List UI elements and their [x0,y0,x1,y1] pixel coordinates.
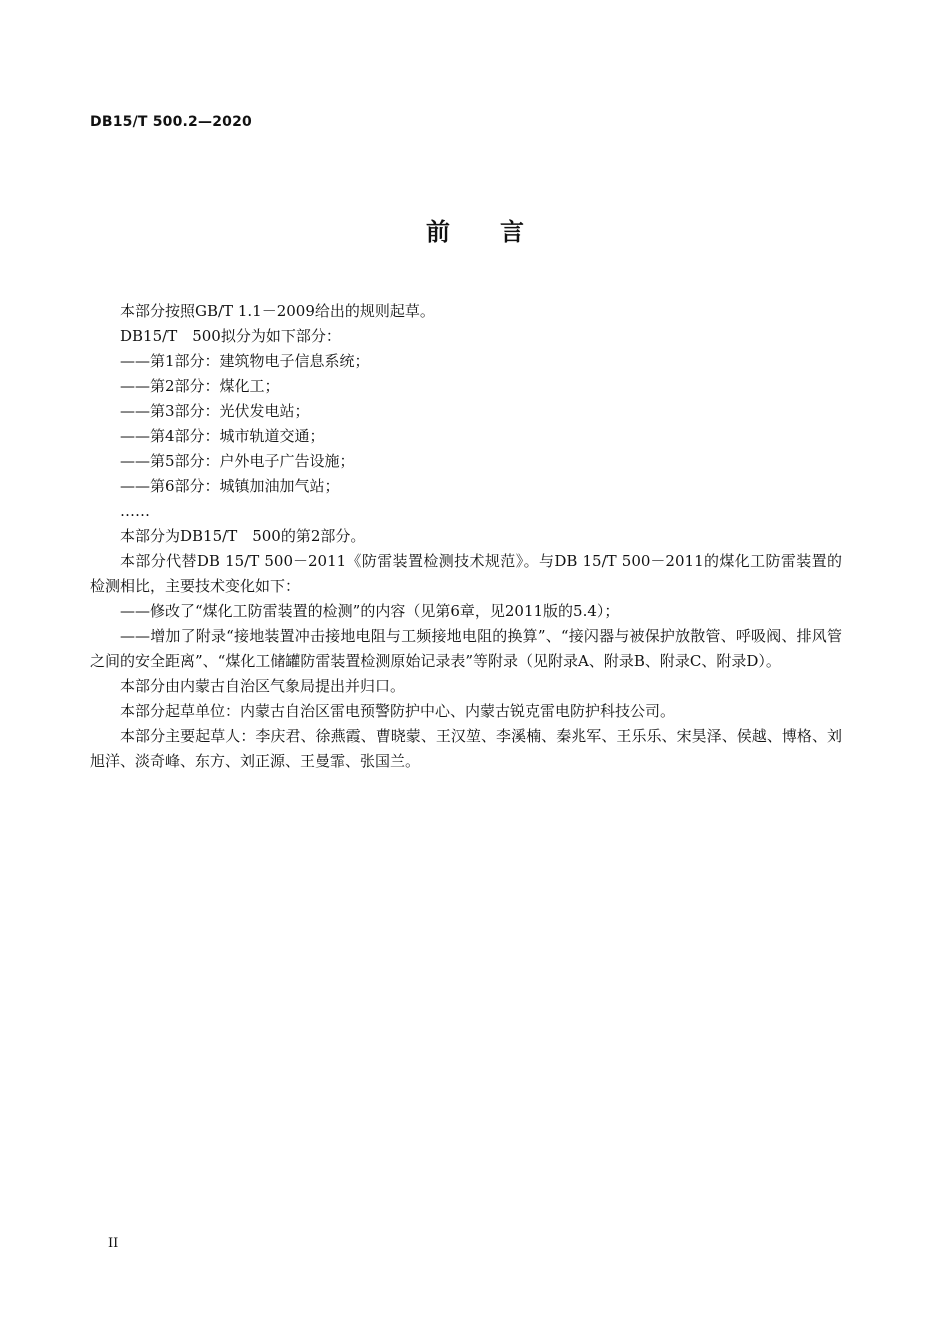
list-ellipsis: …… [120,502,150,520]
list-item-part-5: ——第5部分：户外电子广告设施； [120,452,355,470]
paragraph-this-part: 本部分为DB15/T 500的第2部分。 [120,527,366,545]
list-item-part-1: ——第1部分：建筑物电子信息系统； [120,352,370,370]
paragraph-proposer: 本部分由内蒙古自治区气象局提出并归口。 [120,677,406,695]
list-item-part-2: ——第2部分：煤化工； [120,377,280,395]
paragraph-replacement: 本部分代替DB 15/T 500－2011《防雷装置检测技术规范》。与DB 15/T 500－2011的煤化工防雷装置的检测相比，主要技术变化如下： [90,552,842,595]
change-item-added: ——增加了附录“接地装置冲击接地电阻与工频接地电阻的换算”、“接闪器与被保护放散管、呼吸阀、排风管之间的安全距离”、“煤化工储罐防雷装置检测原始记录表”等附录（见附录A、附录B、附录C、附录D）。 [90,627,842,670]
paragraph-drafting-rules: 本部分按照GB/T 1.1－2009给出的规则起草。 [120,302,435,320]
paragraph-parts-intro: DB15/T 500拟分为如下部分： [120,327,341,345]
standard-code: DB15/T 500.2—2020 [90,114,252,130]
page-number: II [108,1236,119,1251]
page-title: 前言 [426,218,574,246]
paragraph-drafters: 本部分主要起草人：李庆君、徐燕霞、曹晓蒙、王汉堃、李溪楠、秦兆军、王乐乐、宋昊泽、侯越、博格、刘旭洋、淡奇峰、东方、刘正源、王曼霏、张国兰。 [90,727,842,770]
paragraph-drafting-units: 本部分起草单位：内蒙古自治区雷电预警防护中心、内蒙古锐克雷电防护科技公司。 [120,702,676,720]
foreword-body [90,299,842,774]
list-item-part-6: ——第6部分：城镇加油加气站； [120,477,340,495]
change-item-modified: ——修改了“煤化工防雷装置的检测”的内容（见第6章，见2011版的5.4）； [120,602,620,620]
list-item-part-3: ——第3部分：光伏发电站； [120,402,310,420]
list-item-part-4: ——第4部分：城市轨道交通； [120,427,325,445]
